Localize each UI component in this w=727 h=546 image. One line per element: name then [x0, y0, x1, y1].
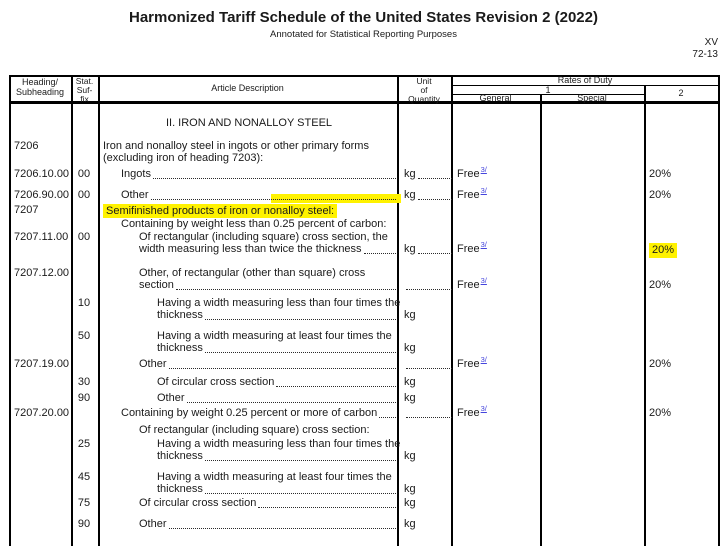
heading-number: 7206 — [14, 140, 39, 152]
article-description-text: thickness — [157, 342, 203, 354]
article-description-text: Other — [139, 518, 167, 530]
table-row — [9, 450, 719, 464]
article-description-cell — [139, 424, 397, 438]
table-row — [9, 165, 719, 182]
heading-number: 7207.19.00 — [14, 358, 70, 370]
column2-rate: 20% — [649, 279, 672, 291]
dot-leader — [418, 189, 452, 200]
article-description-text: Having a width measuring less than four times the — [157, 438, 401, 450]
article-description-text: (excluding iron of heading 7203): — [103, 152, 264, 164]
unit-of-quantity-cell — [404, 376, 453, 390]
stat-suffix: 00 — [77, 168, 91, 180]
column2-rate: 20% — [649, 243, 677, 258]
table-row — [9, 355, 719, 372]
unit-of-quantity: kg — [404, 168, 416, 180]
unit-of-quantity-cell — [404, 342, 453, 356]
section-reference: XV — [704, 37, 718, 48]
stat-suffix: 30 — [77, 376, 91, 388]
article-description-cell — [121, 407, 397, 421]
unit-of-quantity-cell — [404, 483, 453, 497]
dot-leader — [151, 189, 396, 200]
dot-leader — [364, 243, 396, 254]
unit-of-quantity: kg — [404, 309, 416, 321]
stat-suffix: 10 — [77, 297, 91, 309]
article-description-cell — [103, 204, 397, 218]
section-heading: II. IRON AND NONALLOY STEEL — [165, 117, 333, 129]
unit-of-quantity: kg — [404, 497, 416, 509]
table-row — [9, 276, 719, 293]
header-heading-col-line2: Subheading — [15, 87, 65, 97]
header-special: Special — [577, 92, 607, 103]
page-number: 72-13 — [692, 49, 718, 60]
footnote-link[interactable]: 3/ — [480, 240, 487, 250]
table-row — [9, 240, 719, 257]
column2-rate: 20% — [649, 358, 672, 370]
article-description-text: Other, of rectangular (other than square) cross — [139, 267, 366, 279]
article-description-cell — [157, 342, 397, 356]
article-description-text: Other — [139, 358, 167, 370]
stat-suffix: 00 — [77, 231, 91, 243]
general-rate-text: Free — [457, 168, 480, 180]
dot-leader — [205, 342, 396, 353]
article-description-text: Containing by weight 0.25 percent or more of carbon — [121, 407, 378, 419]
header-stat-col-line3: fix — [80, 94, 89, 104]
dot-leader — [169, 358, 396, 369]
article-description-text: section — [139, 279, 174, 291]
general-rate — [457, 276, 487, 292]
unit-of-quantity: kg — [404, 518, 416, 530]
general-rate — [457, 355, 487, 371]
section-heading-row — [9, 117, 719, 131]
header-rates-of-duty: Rates of Duty — [557, 75, 613, 85]
article-description-text: Having a width measuring at least four times the — [157, 471, 392, 483]
article-description-text: Other — [157, 392, 185, 404]
article-description-text: Of circular cross section — [139, 497, 257, 509]
header-stat-col-line2: Suf- — [76, 85, 93, 95]
stat-suffix: 50 — [77, 330, 91, 342]
stat-suffix: 25 — [77, 438, 91, 450]
article-description-text: width measuring less than twice the thickness — [139, 243, 362, 255]
table-row — [9, 342, 719, 356]
general-rate — [457, 240, 487, 256]
article-description-cell — [157, 309, 397, 323]
dot-leader — [379, 407, 396, 418]
general-rate-text: Free — [457, 407, 480, 419]
header-unit-col-line1: Unit — [416, 76, 432, 86]
article-description-cell — [157, 392, 397, 406]
unit-of-quantity: kg — [404, 450, 416, 462]
header-article-description: Article Description — [211, 83, 284, 93]
heading-number: 7207 — [14, 204, 39, 216]
unit-of-quantity-cell — [404, 450, 453, 464]
article-description-text: Ingots — [121, 168, 151, 180]
header-rate-group-2: 2 — [678, 88, 684, 98]
article-description-text: Of rectangular (including square) cross section: — [139, 424, 370, 436]
footnote-link[interactable]: 3/ — [480, 355, 487, 365]
table-row — [9, 424, 719, 438]
unit-of-quantity-cell — [404, 168, 453, 182]
unit-of-quantity-cell — [404, 279, 453, 293]
heading-number: 7206.10.00 — [14, 168, 70, 180]
article-description-text: Having a width measuring at least four times the — [157, 330, 392, 342]
unit-of-quantity: kg — [404, 376, 416, 388]
heading-number: 7206.90.00 — [14, 189, 70, 201]
article-description-text: Other — [121, 189, 149, 201]
general-rate-text: Free — [457, 358, 480, 370]
footnote-link[interactable]: 3/ — [480, 186, 487, 196]
table-row — [9, 392, 719, 406]
dot-leader — [205, 483, 396, 494]
unit-of-quantity: kg — [404, 483, 416, 495]
dot-leader — [205, 309, 396, 320]
article-description-text: thickness — [157, 483, 203, 495]
dot-leader — [169, 518, 396, 529]
article-description-text: Iron and nonalloy steel in ingots or other primary forms — [103, 140, 369, 152]
unit-of-quantity-cell — [404, 189, 453, 203]
unit-of-quantity-cell — [404, 497, 453, 511]
article-description-cell — [121, 168, 397, 182]
general-rate-text: Free — [457, 279, 480, 291]
dot-leader — [406, 407, 452, 418]
unit-of-quantity: kg — [404, 243, 416, 255]
unit-of-quantity: kg — [404, 342, 416, 354]
page-subtitle: Annotated for Statistical Reporting Purposes — [270, 29, 457, 40]
table-row — [9, 152, 719, 166]
general-rate-text: Free — [457, 243, 480, 255]
stat-suffix: 00 — [77, 189, 91, 201]
article-description-text: Having a width measuring less than four times the — [157, 297, 401, 309]
header-unit-col-line3: Quantity — [408, 94, 440, 104]
article-description-cell — [139, 243, 397, 257]
table-row — [9, 309, 719, 323]
article-description-cell — [139, 358, 397, 372]
table-row — [9, 204, 719, 218]
dot-leader — [258, 497, 396, 508]
page-title: Harmonized Tariff Schedule of the United States Revision 2 (2022) — [129, 9, 598, 26]
column2-rate: 20% — [649, 189, 672, 201]
footnote-link[interactable]: 3/ — [480, 165, 487, 175]
table-row — [9, 518, 719, 532]
dot-leader — [176, 279, 396, 290]
article-description-cell — [157, 450, 397, 464]
table-row — [9, 404, 719, 421]
table-row — [9, 218, 719, 232]
dot-leader — [406, 279, 452, 290]
general-rate-text: Free — [457, 189, 480, 201]
dot-leader — [153, 168, 396, 179]
article-description-cell — [139, 518, 397, 532]
stat-suffix: 75 — [77, 497, 91, 509]
header-stat-col-line1: Stat. — [75, 76, 94, 86]
dot-leader — [205, 450, 396, 461]
table-row — [9, 497, 719, 511]
column2-rate: 20% — [649, 168, 672, 180]
table-row — [9, 376, 719, 390]
article-description-text: Containing by weight less than 0.25 percent of carbon: — [121, 218, 387, 230]
unit-of-quantity-cell — [404, 243, 453, 257]
header-general: General — [479, 92, 512, 103]
unit-of-quantity-cell — [404, 518, 453, 532]
column2-rate: 20% — [649, 407, 672, 419]
heading-number: 7207.11.00 — [14, 231, 69, 243]
table-row — [9, 483, 719, 497]
table-row — [9, 186, 719, 203]
article-description-text: Semifinished products of iron or nonalloy steel: — [103, 204, 337, 218]
article-description-text: Of rectangular (including square) cross section, the — [139, 231, 388, 243]
general-rate — [457, 186, 487, 202]
article-description-text: thickness — [157, 309, 203, 321]
article-description-text: thickness — [157, 450, 203, 462]
unit-of-quantity: kg — [404, 392, 416, 404]
unit-of-quantity-cell — [404, 407, 453, 421]
dot-leader — [418, 243, 452, 254]
article-description-cell — [157, 483, 397, 497]
stat-suffix: 90 — [77, 392, 91, 404]
unit-of-quantity-cell — [404, 358, 453, 372]
unit-of-quantity-cell — [404, 392, 453, 406]
heading-number: 7207.20.00 — [14, 407, 70, 419]
dot-leader — [276, 376, 396, 387]
footnote-link[interactable]: 3/ — [480, 276, 487, 286]
article-description-text: Of circular cross section — [157, 376, 275, 388]
article-description-cell — [121, 189, 397, 203]
stat-suffix: 90 — [77, 518, 91, 530]
general-rate — [457, 165, 487, 181]
article-description-cell — [157, 376, 397, 390]
heading-number: 7207.12.00 — [14, 267, 70, 279]
dot-leader — [187, 392, 396, 403]
footnote-link[interactable]: 3/ — [480, 404, 487, 414]
article-description-cell — [121, 218, 397, 232]
dot-leader — [418, 168, 452, 179]
header-rate-group-1: 1 — [545, 84, 551, 95]
header-unit-col-line2: of — [420, 85, 428, 95]
unit-of-quantity-cell — [404, 309, 453, 323]
general-rate — [457, 404, 487, 420]
article-description-cell — [103, 152, 397, 166]
article-description-cell — [139, 497, 397, 511]
unit-of-quantity: kg — [404, 189, 416, 201]
stat-suffix: 45 — [77, 471, 91, 483]
header-heading-col-line1: Heading/ — [21, 77, 59, 87]
dot-leader — [406, 358, 452, 369]
article-description-cell — [139, 279, 397, 293]
